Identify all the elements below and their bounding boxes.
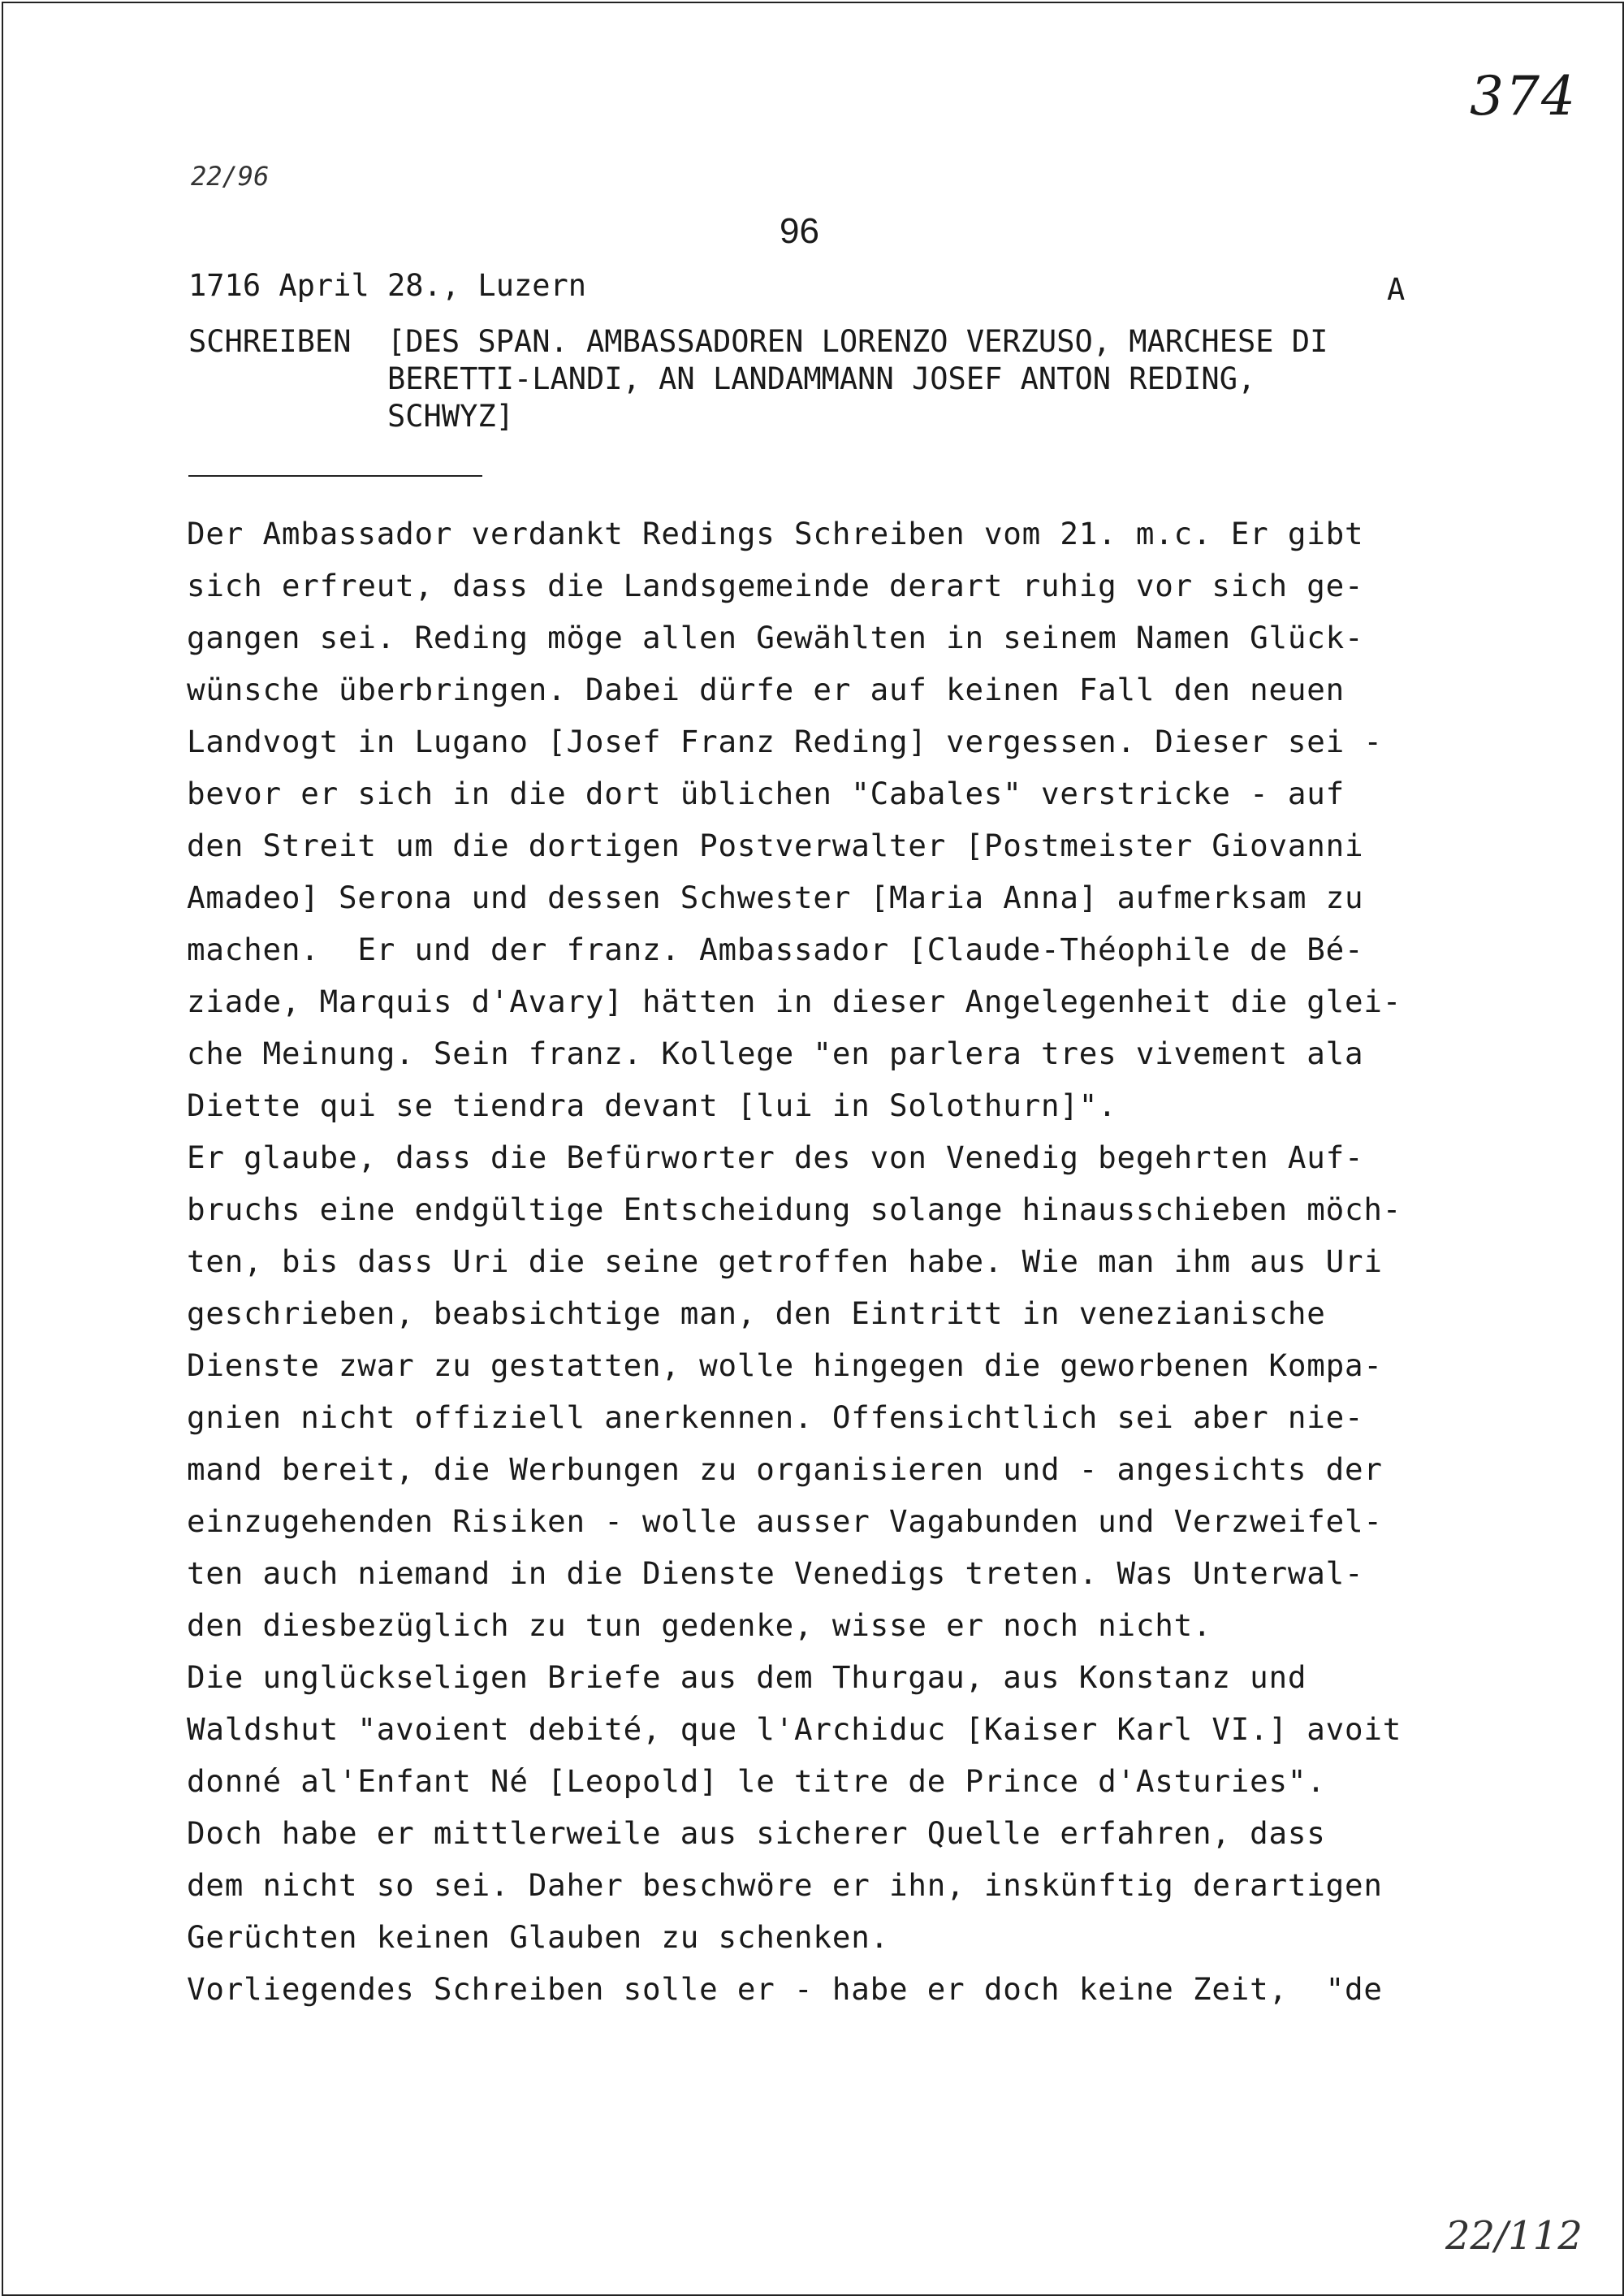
- body-line: Amadeo] Serona und dessen Schwester [Maria Anna] aufmerksam zu: [187, 880, 1364, 915]
- body-line: Die unglückseligen Briefe aus dem Thurgau, aus Konstanz und: [187, 1659, 1307, 1695]
- heading-label: SCHREIBEN: [188, 324, 352, 359]
- body-line: ziade, Marquis d'Avary] hätten in dieser Angelegenheit die glei-: [187, 984, 1402, 1019]
- body-line: gangen sei. Reding möge allen Gewählten in seinem Namen Glück-: [187, 620, 1364, 655]
- body-line: Landvogt in Lugano [Josef Franz Reding] vergessen. Dieser sei -: [187, 724, 1383, 759]
- body-line: geschrieben, beabsichtige man, den Eintritt in venezianische: [187, 1295, 1326, 1331]
- body-line: Vorliegendes Schreiben solle er - habe er doch keine Zeit, "de: [187, 1971, 1383, 2007]
- heading-line: [DES SPAN. AMBASSADOREN LORENZO VERZUSO, MARCHESE DI: [387, 324, 1328, 359]
- folio-number: 374: [1470, 65, 1577, 128]
- body-line: dem nicht so sei. Daher beschwöre er ihn, inskünftig derartigen: [187, 1867, 1383, 1903]
- archive-reference: 22/96: [191, 161, 270, 192]
- body-line: Gerüchten keinen Glauben zu schenken.: [187, 1919, 889, 1955]
- body-line: den diesbezüglich zu tun gedenke, wisse er noch nicht.: [187, 1607, 1212, 1643]
- body-line: Der Ambassador verdankt Redings Schreiben vom 21. m.c. Er gibt: [187, 516, 1364, 551]
- body-line: ten auch niemand in die Dienste Venedigs treten. Was Unterwal-: [187, 1555, 1364, 1591]
- body-line: mand bereit, die Werbungen zu organisieren und - angesichts der: [187, 1451, 1383, 1487]
- body-line: sich erfreut, dass die Landsgemeinde derart ruhig vor sich ge-: [187, 568, 1364, 603]
- body-line: Waldshut "avoient debité, que l'Archiduc [Kaiser Karl VI.] avoit: [187, 1711, 1402, 1747]
- summary-body: [187, 508, 1470, 2015]
- dateline: 1716 April 28., Luzern: [188, 268, 587, 303]
- handwritten-page-note: 22/112: [1445, 2213, 1583, 2259]
- body-line: bruchs eine endgültige Entscheidung solange hinausschieben möch-: [187, 1191, 1402, 1227]
- body-line: Diette qui se tiendra devant [lui in Solothurn]".: [187, 1087, 1117, 1123]
- body-line: che Meinung. Sein franz. Kollege "en parlera tres vivement ala: [187, 1036, 1364, 1071]
- body-line: Doch habe er mittlerweile aus sicherer Quelle erfahren, dass: [187, 1815, 1326, 1851]
- body-line: einzugehenden Risiken - wolle ausser Vagabunden und Verzweifel-: [187, 1503, 1383, 1539]
- body-line: donné al'Enfant Né [Leopold] le titre de Prince d'Asturies".: [187, 1763, 1326, 1799]
- heading-line: SCHWYZ]: [387, 399, 514, 434]
- separator-rule: [188, 475, 482, 477]
- body-line: Er glaube, dass die Befürworter des von Venedig begehrten Auf-: [187, 1139, 1364, 1175]
- body-line: bevor er sich in die dort üblichen "Cabales" verstricke - auf: [187, 776, 1345, 811]
- body-line: Dienste zwar zu gestatten, wolle hingegen die geworbenen Kompa-: [187, 1347, 1383, 1383]
- heading-line: BERETTI-LANDI, AN LANDAMMANN JOSEF ANTON REDING,: [387, 361, 1256, 396]
- document-type-letter: A: [1387, 272, 1406, 307]
- body-line: machen. Er und der franz. Ambassador [Claude-Théophile de Bé-: [187, 932, 1364, 967]
- body-line: gnien nicht offiziell anerkennen. Offensichtlich sei aber nie-: [187, 1399, 1364, 1435]
- document-number: 96: [780, 211, 819, 251]
- body-line: den Streit um die dortigen Postverwalter [Postmeister Giovanni: [187, 828, 1364, 863]
- body-line: wünsche überbringen. Dabei dürfe er auf keinen Fall den neuen: [187, 672, 1345, 707]
- body-line: ten, bis dass Uri die seine getroffen habe. Wie man ihm aus Uri: [187, 1243, 1383, 1279]
